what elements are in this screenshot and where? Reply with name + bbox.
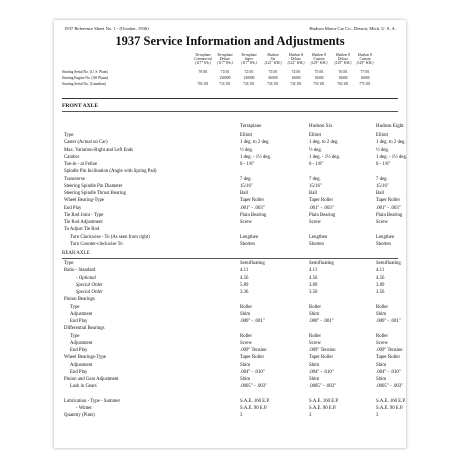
row-value: S.A.E. 160 E.P. — [376, 398, 406, 404]
row-value: 1 deg. to 2 deg. — [309, 140, 339, 146]
row-value: 1 deg. to 2 deg. — [376, 140, 406, 146]
row-value: 0 - 1/8" — [376, 162, 391, 167]
row-value: 3.56 — [376, 290, 385, 295]
row-value: Taper Roller — [309, 355, 334, 361]
table-row — [54, 304, 406, 311]
row-value: .000" - .001" — [309, 319, 334, 324]
table-row — [54, 282, 406, 289]
row-value: Elliott — [309, 133, 321, 138]
row-value: Roller — [240, 333, 252, 339]
row-value: 1 deg. to 2 deg. — [240, 140, 270, 146]
row-value: ½ deg. — [309, 147, 322, 153]
serial-label: Starting Engine No. (All Plants) — [62, 76, 109, 80]
model-header-sub: Deluxe — [337, 57, 349, 61]
serial-value: 16000 — [360, 76, 370, 80]
row-value: 0 - 1/8" — [309, 162, 324, 167]
column-header: Terraplane — [240, 124, 262, 129]
serial-value: 71C101 — [219, 82, 231, 86]
header-right: Hudson Motor Car Co., Detroit, Mich. U. S. A. — [309, 26, 396, 31]
row-value: 3 — [240, 413, 243, 419]
row-label: Turn Counter-clockwise To — [70, 241, 123, 247]
column-header: Hudson Six — [309, 124, 333, 129]
divider — [62, 258, 398, 259]
header-left: 1937 Reference Sheet No. 1 - (October, 1936) — [64, 26, 149, 31]
table-row — [54, 161, 406, 168]
model-header-sub: Six — [270, 57, 276, 61]
front-axle-heading: FRONT AXLE — [62, 103, 99, 109]
row-value: Shim — [309, 362, 320, 368]
model-header-name: Terraplane — [195, 53, 211, 57]
serial-value: 230000 — [243, 76, 255, 80]
table-row — [54, 219, 406, 226]
model-header-name: Hudson 8 — [312, 53, 326, 57]
row-value: ½ deg. — [240, 147, 253, 153]
row-value: Shim — [309, 311, 320, 317]
row-value: Plain Bearing — [309, 212, 336, 218]
serial-value: 16000 — [291, 76, 301, 80]
table-row — [54, 154, 406, 161]
row-label: Special Order — [76, 282, 103, 288]
row-label: Steering Spindle Thrust Bearing — [64, 191, 126, 196]
row-value: 1 deg. - 1½ deg. — [309, 154, 341, 160]
row-value: Shim — [240, 362, 251, 368]
model-header-wb: (117" Wb.) — [241, 61, 257, 65]
row-value: .001" - .003" — [240, 205, 265, 211]
model-header-wb: (129" W.B.) — [356, 61, 374, 65]
row-label: Wheel Bearing-Type — [64, 198, 105, 204]
row-value: S.A.E. 90 E.P. — [240, 406, 268, 411]
serial-value: 75101 — [314, 70, 324, 74]
row-label: End Play — [64, 205, 82, 211]
row-value: .004" - .010" — [376, 369, 401, 375]
row-value: Ball — [376, 191, 384, 196]
serial-value: 77C101 — [359, 82, 371, 86]
table-row — [54, 318, 406, 325]
row-label: Adjustment — [70, 311, 93, 317]
row-value: Semifloating — [376, 261, 401, 266]
table-row — [54, 168, 406, 175]
table-row — [54, 398, 406, 405]
row-value: Screw — [309, 220, 321, 225]
table-row — [54, 362, 406, 369]
serial-value: 71101 — [220, 70, 230, 74]
model-header-sub: Super — [244, 57, 254, 61]
row-value: S.A.E. 90 E.P. — [376, 406, 404, 411]
table-row — [54, 197, 406, 204]
table-row — [54, 369, 406, 376]
row-value: Semifloating — [240, 261, 265, 266]
row-value: .000" - .001" — [376, 319, 401, 324]
row-value: .004" - .010" — [309, 369, 334, 375]
model-header-name: Terraplane — [217, 53, 233, 57]
row-label: Max. Variation-Right and Left Ends — [64, 147, 134, 153]
row-value: 3.56 — [309, 290, 318, 295]
table-row — [54, 376, 406, 383]
row-value: Ball — [309, 191, 317, 196]
row-value: Lengthen — [240, 234, 259, 240]
model-header-name: Hudson 8 — [336, 53, 350, 57]
row-value: 7 deg. — [240, 176, 252, 182]
model-header-wb: (129" W.B.) — [310, 61, 328, 65]
serial-value: 72101 — [244, 70, 254, 74]
row-value: Screw — [240, 340, 252, 346]
row-label: Type — [64, 261, 74, 266]
row-label: Lubrication - Type - Summer — [64, 398, 121, 404]
row-value: Taper Roller — [376, 355, 401, 361]
row-label: Toe-in - at Felloe — [64, 162, 98, 167]
row-value: Taper Roller — [240, 355, 265, 361]
row-value: 4.56 — [376, 275, 385, 281]
row-value: Shim — [240, 311, 251, 317]
row-value: 4.11 — [376, 268, 385, 274]
table-row — [54, 275, 406, 282]
row-value: 3 — [376, 413, 379, 419]
table-row — [54, 132, 406, 139]
row-value: 1 deg. - 1½ deg. — [240, 154, 272, 160]
table-row — [54, 183, 406, 190]
row-value: 4.11 — [309, 268, 318, 274]
row-value: 3.36 — [240, 290, 249, 295]
row-label: Pinion Bearings — [64, 297, 95, 303]
row-value: .004" - .010" — [240, 369, 265, 375]
column-header: Hudson Eight — [376, 124, 404, 129]
row-label: End Play — [70, 348, 88, 353]
row-label: - Optional — [76, 275, 96, 281]
row-value: Screw — [240, 220, 252, 225]
model-header-sub: Deluxe — [219, 57, 231, 61]
row-value: Roller — [240, 304, 252, 310]
row-value: Roller — [376, 333, 388, 339]
row-label: Tie Rod Joint - Type — [64, 212, 104, 218]
row-value: Shim — [240, 377, 251, 382]
row-label: Adjustment — [70, 340, 93, 346]
row-label: Lash in Gears — [70, 384, 97, 390]
row-value: Taper Roller — [240, 198, 265, 204]
model-header-name: Hudson 8 — [358, 53, 372, 57]
row-label: End Play — [70, 369, 88, 375]
row-value: Screw — [309, 340, 321, 346]
row-value: .009" Tension — [309, 348, 336, 353]
table-row — [54, 212, 406, 219]
row-value: Ball — [240, 191, 248, 196]
row-value: Roller — [309, 333, 321, 339]
row-value: Shim — [376, 362, 387, 368]
row-value: Screw — [376, 220, 388, 225]
row-value: 3 — [309, 413, 312, 419]
row-label: To Adjust Tie Rod — [64, 227, 100, 233]
serial-value: 70101 — [198, 70, 208, 74]
table-row — [54, 147, 406, 154]
serial-value: 230000 — [219, 76, 231, 80]
row-label: End Play — [70, 319, 88, 324]
row-value: 4.11 — [240, 268, 249, 274]
row-value: Roller — [376, 304, 388, 310]
model-header-wb: (117" Wb.) — [217, 61, 233, 65]
row-label: Steering Spindle Pin Diameter — [64, 183, 123, 189]
model-header-wb: (122" W.B.) — [287, 61, 305, 65]
row-value: Elliott — [376, 133, 388, 138]
row-label: Differential Bearings — [64, 326, 105, 332]
row-value: 15/16" — [240, 183, 253, 189]
table-row — [54, 296, 406, 303]
table-row — [54, 267, 406, 274]
row-value: Shorten — [376, 241, 391, 247]
model-header — [352, 53, 378, 65]
serial-value: 76C101 — [337, 82, 349, 86]
row-value: 15/16" — [309, 183, 322, 189]
divider — [62, 111, 398, 112]
row-value: 0 - 1/8" — [240, 162, 255, 167]
model-header-name: Terraplane — [241, 53, 257, 57]
row-label: Special Order — [76, 290, 103, 295]
table-row — [54, 333, 406, 340]
row-label: Spindle Pin Inclination (Angle with Spring Pad) — [64, 169, 157, 175]
model-header-wb: (129" W.B.) — [334, 61, 352, 65]
row-label: Quantity (Pints) — [64, 413, 95, 419]
serial-value: 73C101 — [267, 82, 279, 86]
serial-value: 16000 — [338, 76, 348, 80]
model-header-name: Hudson 8 — [289, 53, 303, 57]
row-value: 3.89 — [309, 282, 318, 288]
row-value: Plain Bearing — [240, 212, 267, 218]
row-value: 1 deg. - 1½ deg. — [376, 154, 408, 160]
serial-value: 76101 — [338, 70, 348, 74]
row-value: Elliott — [240, 133, 252, 138]
row-label: Type — [70, 304, 80, 310]
row-value: Taper Roller — [309, 198, 334, 204]
row-label: Type — [70, 333, 80, 339]
serial-label: Starting Serial No. (U. S. Plant) — [62, 70, 108, 74]
row-value: .0005" - .003" — [240, 384, 268, 390]
model-header — [236, 53, 262, 65]
serial-value: 74101 — [291, 70, 301, 74]
serial-value: 75C101 — [313, 82, 325, 86]
table-row — [54, 139, 406, 146]
table-row — [54, 289, 406, 296]
serial-label: Starting Serial No. (Canadian) — [62, 82, 106, 86]
serial-value: 72C101 — [243, 82, 255, 86]
row-value: Screw — [376, 340, 388, 346]
row-label: Pinion and Gear Adjustment — [64, 377, 119, 382]
model-header-sub: Custom — [359, 57, 371, 61]
model-header-name: Hudson — [267, 53, 279, 57]
row-label: Wheel Bearings-Type — [64, 355, 106, 361]
table-row — [54, 311, 406, 318]
row-label: Caster (Actual on Car) — [64, 140, 108, 146]
row-value: S.A.E. 160 E.P. — [309, 398, 339, 404]
row-value: Taper Roller — [376, 198, 401, 204]
row-label: - Winter — [76, 406, 92, 411]
row-value: .0005" - .003" — [309, 384, 337, 390]
row-value: Shim — [309, 377, 320, 382]
model-header-sub: Commercial — [194, 57, 212, 61]
table-row — [54, 176, 406, 183]
row-value: .0005" - .003" — [376, 384, 404, 390]
table-row — [54, 347, 406, 354]
row-value: Shim — [376, 311, 387, 317]
row-value: .001" - .003" — [376, 205, 401, 211]
row-label: Camber — [64, 154, 80, 160]
serial-value: 60000 — [268, 76, 278, 80]
table-row — [54, 205, 406, 212]
model-header-wb: (122" W.B.) — [264, 61, 282, 65]
row-value: ½ deg. — [376, 147, 389, 153]
table-row — [54, 260, 406, 267]
row-value: Plain Bearing — [376, 212, 403, 218]
divider — [62, 98, 398, 99]
row-value: 4.56 — [240, 275, 249, 281]
model-header-wb: (117" Wb.) — [195, 61, 211, 65]
model-header-sub: Custom — [313, 57, 325, 61]
table-row — [54, 190, 406, 197]
row-value: 7 deg. — [376, 176, 388, 182]
row-value: 5.89 — [240, 282, 249, 288]
row-value: Shorten — [309, 241, 324, 247]
table-row — [54, 325, 406, 332]
row-label: Tie Rod Adjustment — [64, 220, 103, 225]
row-value: Lengthen — [309, 234, 328, 240]
row-label: Turn Clockwise - To (As seen from right) — [70, 234, 150, 240]
model-header — [306, 53, 332, 65]
row-value: Semifloating — [309, 261, 334, 266]
row-value: 3.89 — [376, 282, 385, 288]
row-value: 15/16" — [376, 183, 389, 189]
page-title: 1937 Service Information and Adjustments — [115, 34, 345, 48]
row-value: .009" Tension — [376, 348, 403, 353]
reference-sheet-page — [54, 20, 406, 448]
row-value: Shorten — [240, 241, 255, 247]
row-value: S.A.E. 160 E.P. — [240, 398, 270, 404]
row-value: .001" - .003" — [309, 205, 334, 211]
serial-value: 77101 — [360, 70, 370, 74]
table-row — [54, 405, 406, 412]
row-label: Ratio - Standard — [64, 268, 96, 274]
serial-value: 16000 — [314, 76, 324, 80]
row-value: Shim — [376, 377, 387, 382]
row-value: S.A.E. 90 E.P. — [309, 406, 337, 411]
rear-axle-heading: REAR AXLE — [62, 251, 90, 256]
row-value: 7 deg. — [309, 176, 321, 182]
model-header — [212, 53, 238, 65]
table-row — [54, 340, 406, 347]
row-value: 4.56 — [309, 275, 318, 281]
table-row — [54, 226, 406, 233]
row-label: Type — [64, 133, 74, 138]
table-row — [54, 354, 406, 361]
row-label: Transverse — [64, 176, 85, 182]
model-column-headers — [54, 53, 406, 67]
row-label: Adjustment — [70, 362, 93, 368]
model-header-sub: Deluxe — [290, 57, 302, 61]
table-row — [54, 412, 406, 419]
row-value: Lengthen — [376, 234, 395, 240]
serial-value: 74C101 — [290, 82, 302, 86]
table-row — [54, 241, 406, 248]
row-value: Roller — [309, 304, 321, 310]
table-row — [54, 391, 406, 398]
serial-value: 73101 — [268, 70, 278, 74]
row-value: .009" Tension — [240, 348, 267, 353]
table-row — [54, 234, 406, 241]
row-value: .000" - .001" — [240, 319, 265, 324]
table-row — [54, 383, 406, 390]
serial-value: 70C101 — [197, 82, 209, 86]
